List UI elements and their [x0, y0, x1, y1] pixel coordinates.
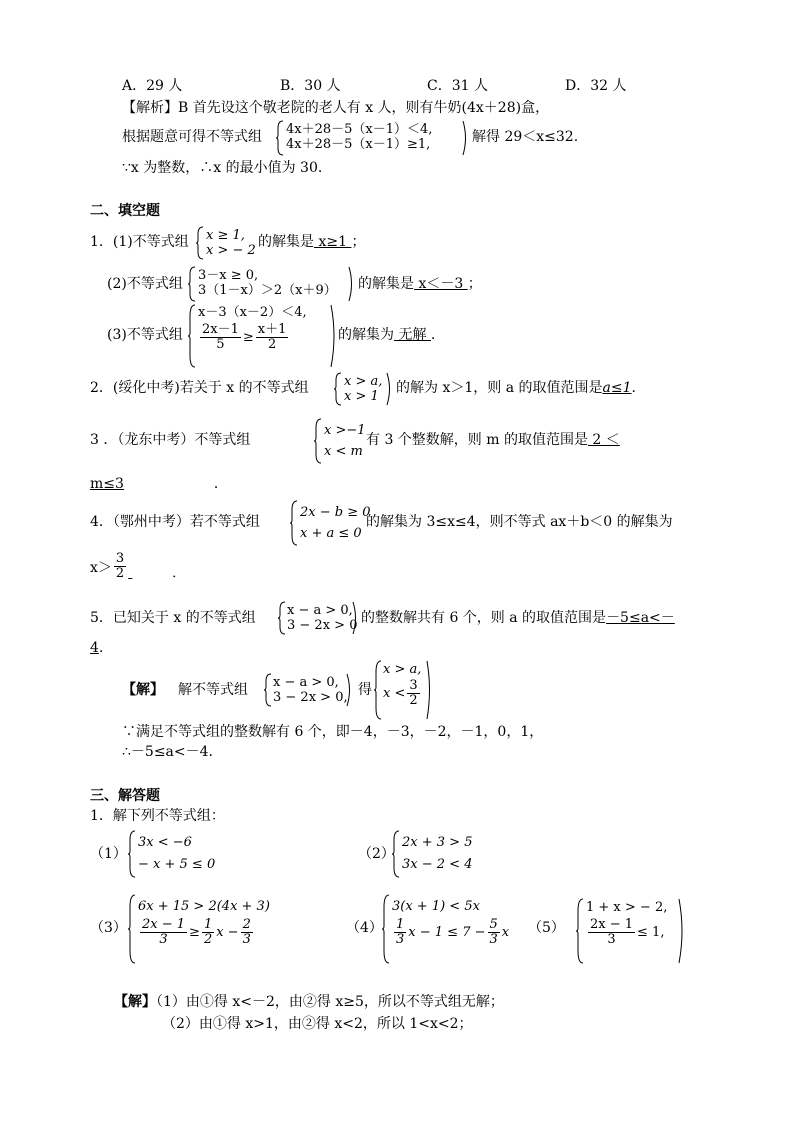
q1-p2-answer: x＜－3 [414, 276, 468, 292]
jiexi-sys-b: 4x＋28－5（x－1）≥1, [286, 137, 431, 152]
left-brace-icon [188, 266, 196, 302]
q5-sol-line3: ∴－5≤a<－4. [122, 744, 213, 760]
jiexi-line1 [122, 100, 549, 117]
left-brace-icon [290, 500, 298, 546]
q5-a: x − a > 0, [287, 603, 353, 618]
q5-system [278, 601, 360, 635]
q4-answer-pre: x＞ [90, 559, 112, 576]
q1-p3-system [188, 304, 338, 368]
q6-s4a: 3(x + 1) < 5x [392, 899, 480, 914]
q1-p3-end: . [430, 327, 436, 343]
left-brace-icon [188, 304, 196, 368]
q6-s2a: 2x + 3 > 5 [402, 835, 473, 850]
right-paren-icon [678, 898, 686, 964]
q1-p3-a: x－3（x－2）＜4, [198, 305, 307, 320]
jiexi-tag: 【解析】 [122, 100, 178, 116]
q1-p3-pre: (3)不等式组 [107, 327, 183, 343]
q1-p3-frac2: $\frac{x+1}{2}$ [257, 322, 287, 352]
right-paren-icon [426, 660, 434, 720]
jiexi-text: B 首先设这个敬老院的老人有 x 人，则有牛奶(4x＋28)盒， [178, 100, 550, 116]
choice-d: D．32 人 [565, 78, 627, 94]
q1-p1-end: ； [351, 234, 366, 250]
q3-answer-part1: 2 ＜ [587, 432, 620, 448]
q1-p3-frac1: $\frac{2x-1}{5}$ [202, 322, 239, 352]
q5-mid: 的整数解共有 6 个，则 a 的取值范围是 [361, 610, 607, 626]
q6-label-5: （5） [528, 920, 565, 936]
q5-sol-tag: 【解】 [122, 682, 164, 698]
q4-answer-line [90, 552, 185, 581]
q6-s5a: 1 + x > − 2, [586, 900, 668, 915]
answers-line1 [114, 994, 504, 1011]
q6-system-5 [576, 898, 688, 964]
right-paren-icon [330, 304, 338, 368]
q3-answer-part2: m≤3 [90, 476, 124, 492]
left-brace-icon [196, 226, 204, 260]
q5-sol-system [264, 673, 354, 707]
q4-tail: ． [172, 566, 186, 581]
q4-a: 2x − b ≥ 0 [300, 505, 371, 520]
jiexi-line2-pre: 根据题意可得不等式组 [122, 129, 262, 145]
q2-system [334, 372, 396, 406]
q6-title: 1．解下列不等式组： [90, 808, 225, 824]
q6-label-4: （4） [346, 920, 383, 936]
q1-p2-answer-line [358, 276, 482, 293]
choice-c: C．31 人 [427, 78, 488, 94]
q1-p1-mid: 的解集是 [258, 234, 314, 250]
q6-s3b-frac1: $\frac{2x - 1}{3}$ [142, 917, 186, 947]
q2-b: x > 1 [344, 389, 379, 404]
q5-sol-r1: x > a, [383, 662, 422, 677]
left-brace-icon [278, 601, 286, 635]
right-paren-icon [348, 266, 356, 302]
q1-p1-answer-line [258, 234, 365, 251]
q5-sol-a: x − a > 0, [273, 675, 339, 690]
choice-a: A．29 人 [122, 78, 183, 94]
answers-a1: （1）由①得 x<－2，由②得 x≥5，所以不等式组无解； [156, 994, 504, 1010]
q1-p3-mid: 的解集为 [338, 327, 394, 343]
q6-s1a: 3x < −6 [138, 835, 192, 850]
right-paren-icon [352, 601, 360, 635]
q6-s4b-frac1: $\frac{1}{3}$ [396, 917, 405, 947]
q6-s4b: $\frac{1}{3}$ x − 1 ≤ 7 − $\frac{5}{3}$ x [396, 917, 510, 947]
left-brace-icon [392, 830, 400, 878]
q1-p2-end: ； [467, 276, 482, 292]
q6-system-3 [128, 894, 288, 964]
jiexi-line2-post: 解得 29＜x≤32. [472, 129, 579, 145]
q1-p3-b: $\frac{2x-1}{5}$ ≥ $\frac{x+1}{2}$ [202, 322, 287, 352]
jiexi-line3: ∵x 为整数，∴x 的最小值为 30. [122, 160, 323, 176]
right-paren-icon [346, 673, 354, 707]
q5-sol-result-system [374, 660, 436, 720]
q1-p2-pre: (2)不等式组 [107, 276, 183, 292]
q5-answer-line2 [90, 640, 103, 657]
q6-label-3: （3） [90, 920, 127, 936]
q4-answer-blank [128, 566, 172, 581]
q6-s3b-frac3: $\frac{2}{3}$ [242, 917, 251, 947]
q1-p1-system [196, 226, 258, 260]
left-brace-icon [128, 894, 136, 964]
left-brace-icon [264, 673, 272, 707]
q6-s3a: 6x + 15 > 2(4x + 3) [138, 899, 270, 914]
q6-s5b-frac: $\frac{2x - 1}{3}$ [590, 917, 634, 947]
q5-end: . [98, 640, 104, 656]
left-brace-icon [382, 894, 390, 964]
q2-end: . [631, 380, 636, 396]
q1-p1-answer: x≥1 [314, 234, 352, 250]
jiexi-sys-a: 4x＋28－5（x－1）＜4, [286, 122, 433, 137]
q3-tail: ． [213, 476, 228, 492]
q1-p1-a: x ≥ 1, [206, 228, 245, 243]
q6-s2b: 3x − 2 < 4 [402, 857, 473, 872]
q4-answer-frac: $\frac{3}{2}$ [115, 551, 125, 581]
q1-p2-b: 3（1－x）＞2（x＋9） [198, 283, 337, 298]
q4-b: x + a ≤ 0 [300, 526, 362, 541]
q3-mid-line [366, 432, 620, 449]
q6-s4b-frac2: $\frac{5}{3}$ [489, 917, 498, 947]
answers-a2: （2）由①得 x>1，由②得 x<2，所以 1<x<2； [162, 1016, 473, 1032]
q5-sol-pre: 解不等式组 [178, 682, 248, 698]
q3-a: x >−1 [324, 423, 366, 438]
q1-p3-answer: 无解 [394, 327, 431, 343]
q6-system-1 [128, 830, 228, 878]
q3-answer-line2 [90, 476, 228, 493]
q2-mid: 的解为 x＞1，则 a 的取值范围是 [396, 380, 603, 396]
q3-b: x < m [324, 444, 363, 459]
q2-answer-line [396, 380, 636, 397]
q3-pre: 3 ．（龙东中考）不等式组 [90, 432, 251, 448]
q6-s1b: − x + 5 ≤ 0 [138, 857, 216, 872]
q2-pre: 2．(绥化中考)若关于 x 的不等式组 [90, 380, 309, 396]
left-brace-icon [374, 660, 382, 720]
q5-sol-frac: $\frac{3}{2}$ [409, 678, 418, 708]
q4-system [290, 500, 370, 546]
q5-sol-line2: ∵满足不等式组的整数解有 6 个，即－4，－3，－2，－1，0，1， [122, 724, 544, 740]
q5-solution-line1 [122, 682, 248, 699]
q3-mid: 有 3 个整数解，则 m 的取值范围是 [366, 432, 588, 448]
q6-label-2: （2） [358, 846, 395, 862]
left-brace-icon [314, 418, 322, 464]
q5-sol-r2: x < $\frac{3}{2}$ [383, 678, 418, 708]
q5-sol-b: 3 − 2x > 0, [273, 690, 348, 705]
q1-p2-mid: 的解集是 [358, 276, 414, 292]
q6-s3b: $\frac{2x - 1}{3}$ ≥ $\frac{1}{2}$ x − $\frac{2}{3}$ [142, 917, 251, 947]
q6-system-2 [392, 830, 492, 878]
q4-pre: 4．（鄂州中考）若不等式组 [90, 514, 260, 530]
right-paren-icon [462, 120, 470, 156]
q5-answer-part2: 4 [90, 640, 99, 656]
q1-p2-a: 3－x ≥ 0, [198, 268, 259, 283]
q5-mid-line [361, 610, 675, 627]
q2-a: x > a, [344, 374, 383, 389]
q5-answer-part1: －5≤a<－ [606, 610, 675, 626]
q1-p3-answer-line [338, 327, 435, 344]
q4-mid: 的解集为 3≤x≤4，则不等式 ax＋b＜0 的解集为 [366, 514, 673, 530]
q6-s3b-frac2: $\frac{1}{2}$ [203, 917, 213, 947]
jiexi-inequality-system [276, 120, 471, 156]
q1-p1-pre: 1．(1)不等式组 [90, 234, 189, 250]
q2-answer: a≤1 [602, 380, 632, 396]
q1-p2-system [188, 266, 358, 302]
q5-pre: 5．已知关于 x 的不等式组 [90, 610, 256, 626]
section-3-heading: 三、解答题 [90, 788, 160, 804]
q5-b: 3 − 2x > 0 [287, 618, 358, 633]
left-brace-icon [276, 120, 284, 156]
section-2-heading: 二、填空题 [90, 203, 160, 219]
choice-b: B．30 人 [280, 78, 341, 94]
q6-s5b: $\frac{2x - 1}{3}$ ≤ 1, [590, 917, 665, 947]
left-brace-icon [334, 372, 342, 406]
q6-system-4 [382, 894, 522, 964]
right-paren-icon [386, 372, 394, 406]
q5-sol-mid: 得 [358, 682, 372, 698]
left-brace-icon [128, 830, 136, 878]
q1-p1-b: x > − 2 [206, 243, 256, 258]
q6-label-1: （1） [90, 846, 127, 862]
answers-tag: 【解】 [114, 994, 156, 1010]
left-brace-icon [576, 898, 584, 964]
q3-system [314, 418, 374, 464]
